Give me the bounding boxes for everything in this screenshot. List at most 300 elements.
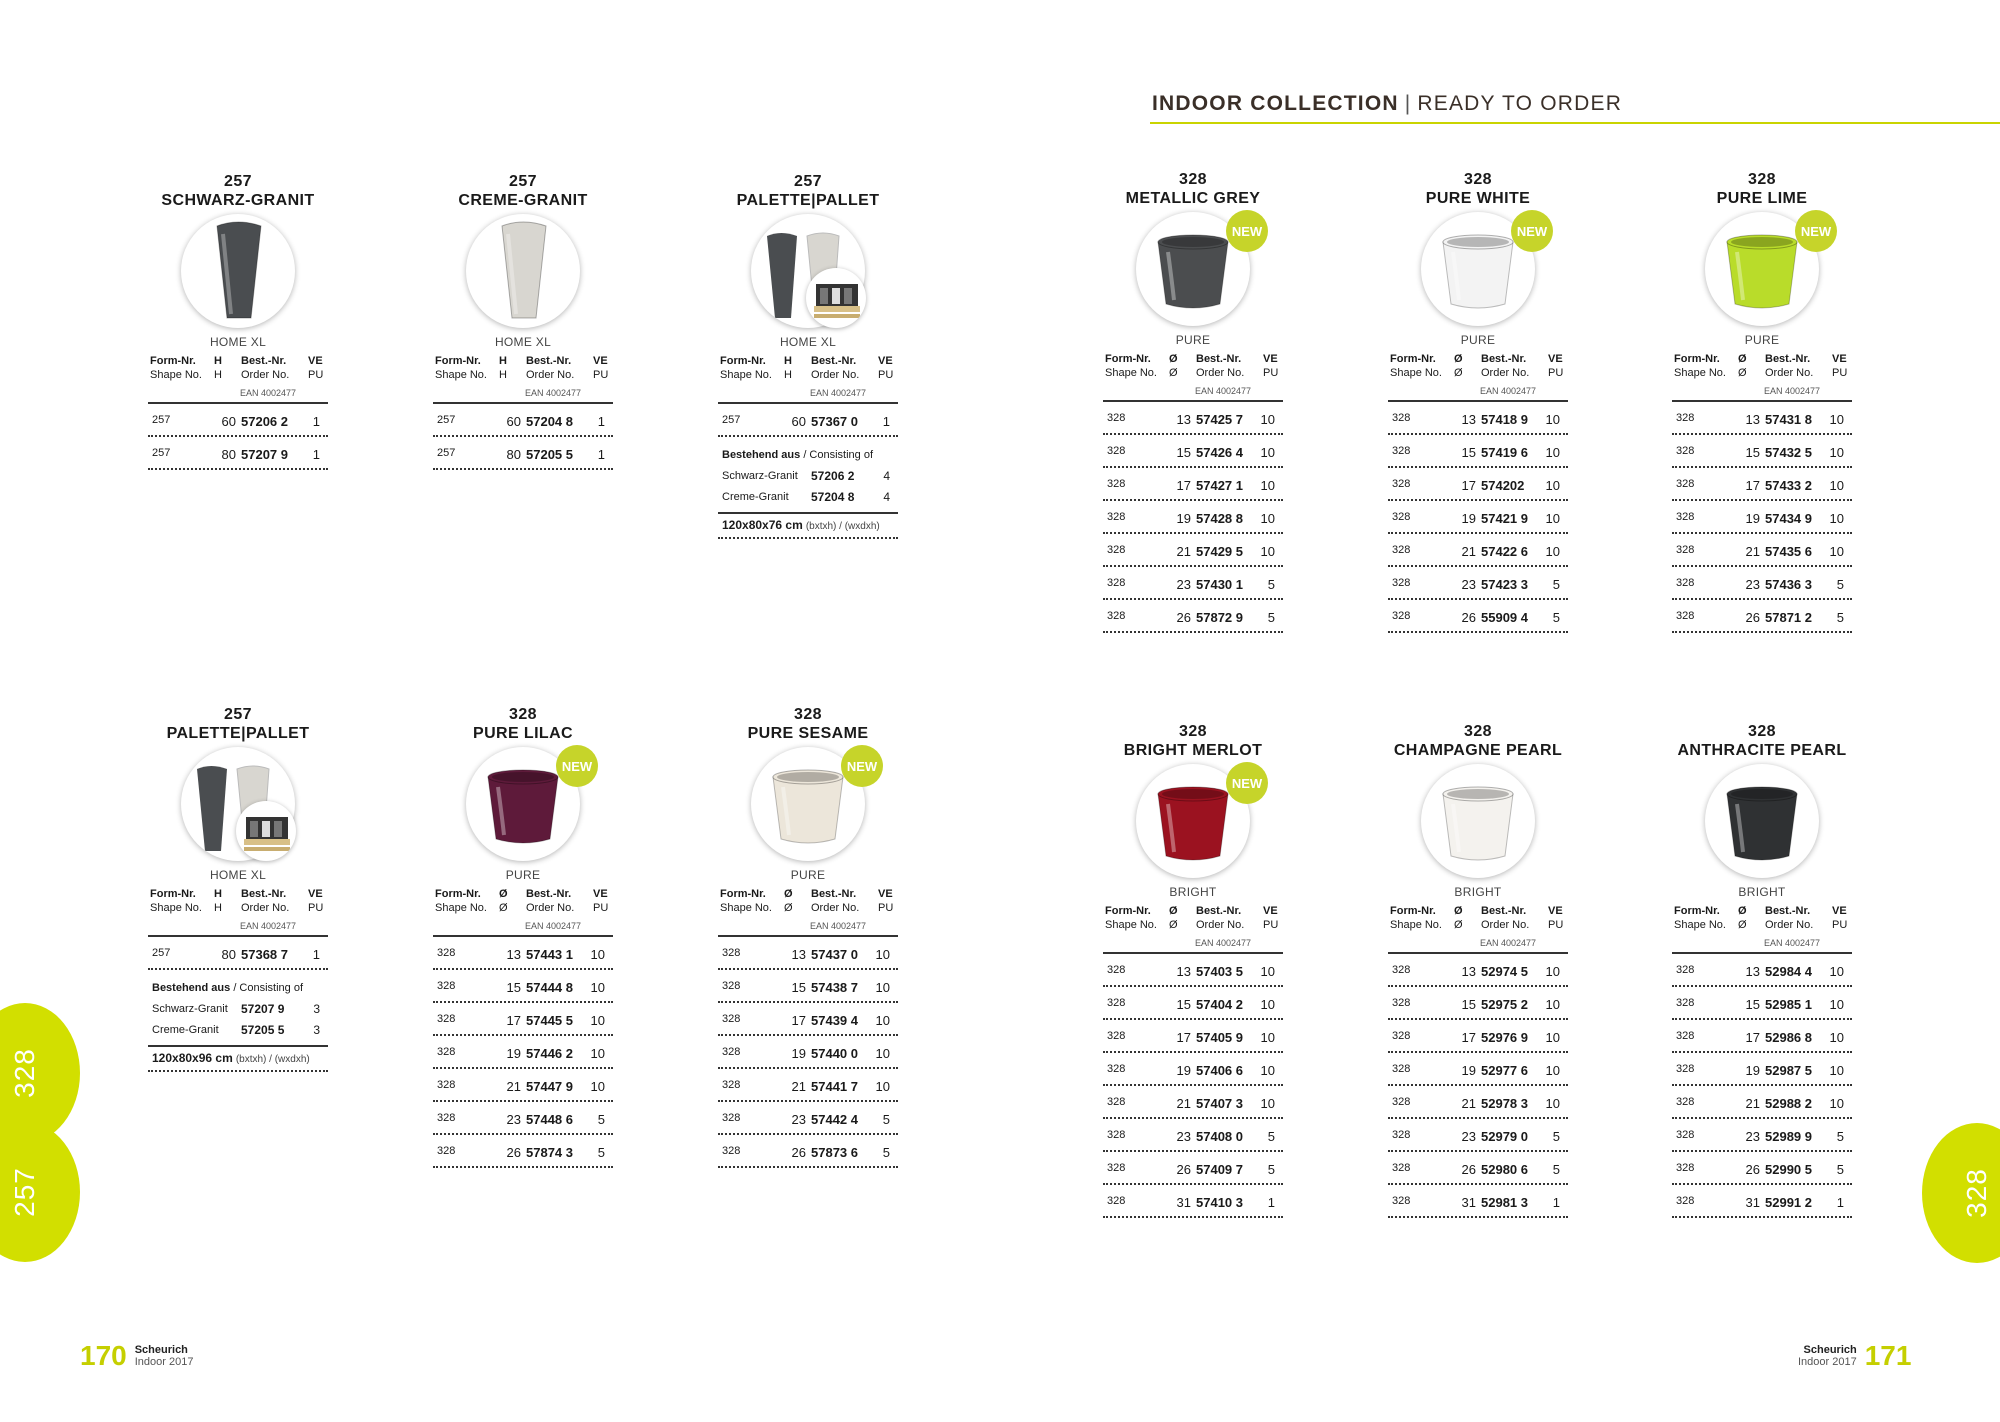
table-row: [433, 404, 613, 437]
cell-size: 19: [1176, 1063, 1191, 1078]
cell-size: 60: [791, 414, 806, 429]
cell-size: 23: [506, 1112, 521, 1127]
cell-pu: 10: [875, 980, 890, 995]
table-header: [1388, 352, 1568, 400]
col-form-en: Shape No.: [435, 902, 487, 914]
product-number: 328: [1179, 723, 1207, 740]
col-ve: VE: [1548, 905, 1563, 917]
cell-pu: 5: [1836, 1129, 1844, 1144]
cell-size: 17: [791, 1013, 806, 1028]
cell-size: 13: [1176, 412, 1191, 427]
cell-size: 21: [1176, 1096, 1191, 1111]
consisting-of: [718, 445, 898, 508]
product-block: [148, 705, 328, 1072]
table-row: [718, 1036, 898, 1069]
table-row: [1672, 600, 1852, 633]
cell-pu: 10: [1260, 412, 1275, 427]
cell-order: 57421 9: [1481, 511, 1528, 526]
cell-size: 13: [1745, 964, 1760, 979]
cell-order: 57368 7: [241, 947, 288, 962]
table-row: [718, 1135, 898, 1168]
col-size: Ø: [784, 888, 793, 900]
cell-form: 328: [1107, 997, 1126, 1009]
footer-right: [1798, 1340, 1911, 1372]
table-row: [1672, 567, 1852, 600]
col-pu: PU: [878, 902, 894, 914]
cell-pu: 5: [882, 1145, 890, 1160]
product-block: [1672, 170, 1852, 633]
cell-order: 57441 7: [811, 1079, 858, 1094]
cell-size: 13: [791, 947, 806, 962]
col-pu: PU: [593, 369, 609, 381]
cell-order: 52975 2: [1481, 997, 1528, 1012]
table-row: [1388, 402, 1568, 435]
product-name: CHAMPAGNE PEARL: [1393, 742, 1563, 759]
table-row: [1672, 501, 1852, 534]
cell-pu: 1: [1836, 1195, 1844, 1210]
series-label: PURE: [790, 868, 826, 882]
cell-pu: 10: [1545, 997, 1560, 1012]
cell-form: 328: [1676, 445, 1695, 457]
cell-order: 57442 4: [811, 1112, 858, 1127]
product-number: 328: [1464, 723, 1492, 740]
col-size: H: [499, 355, 507, 367]
col-pu: PU: [878, 369, 894, 381]
cell-order: 52974 5: [1481, 964, 1528, 979]
table-row: [1103, 987, 1283, 1020]
page-number: 171: [1864, 1340, 1912, 1371]
cell-pu: 10: [875, 947, 890, 962]
product-image: [1672, 208, 1852, 330]
product-photo: [1705, 764, 1819, 878]
series-label: HOME XL: [209, 868, 267, 882]
cell-form: 328: [1392, 1063, 1411, 1075]
cell-order: 57446 2: [526, 1046, 573, 1061]
product-block: [1672, 722, 1852, 1218]
cell-form: 328: [1107, 577, 1126, 589]
table-row: [1388, 987, 1568, 1020]
product-block: [433, 705, 613, 1168]
table-row: [1103, 468, 1283, 501]
cell-order: 57447 9: [526, 1079, 573, 1094]
cell-order: 57444 8: [526, 980, 573, 995]
col-size: Ø: [1454, 905, 1463, 917]
cell-pu: 10: [1545, 1030, 1560, 1045]
col-form: Form-Nr.: [1105, 353, 1151, 365]
cell-pu: 10: [1260, 964, 1275, 979]
cell-order: 57440 0: [811, 1046, 858, 1061]
dim-value: 120x80x96 cm: [152, 1051, 233, 1065]
table-row: [433, 1135, 613, 1168]
cell-form: 328: [1392, 511, 1411, 523]
consist-row: [148, 1020, 328, 1041]
cell-pu: 10: [1829, 544, 1844, 559]
cell-pu: 10: [1829, 1030, 1844, 1045]
col-form: Form-Nr.: [1105, 905, 1151, 917]
product-image: [1388, 208, 1568, 330]
col-pu: PU: [1548, 919, 1564, 931]
cell-order: 57439 4: [811, 1013, 858, 1028]
series-label: BRIGHT: [1169, 885, 1217, 899]
col-order-en: Order No.: [1481, 367, 1530, 379]
col-order: Best.-Nr.: [1481, 353, 1527, 365]
table-row: [1672, 954, 1852, 987]
col-ve: VE: [1263, 353, 1278, 365]
cell-form: 328: [1676, 1030, 1695, 1042]
table-row: [433, 1036, 613, 1069]
col-order: Best.-Nr.: [526, 355, 572, 367]
col-pu: PU: [1548, 367, 1564, 379]
pallet-dimensions: [718, 512, 898, 539]
product-image: [148, 210, 328, 332]
table-row: [1672, 534, 1852, 567]
table-row: [1103, 534, 1283, 567]
cell-size: 23: [1745, 1129, 1760, 1144]
cell-pu: 10: [1260, 478, 1275, 493]
cell-form: 328: [1392, 445, 1411, 457]
col-form-en: Shape No.: [720, 369, 772, 381]
table-row: [148, 404, 328, 437]
ean-prefix: EAN 4002477: [1764, 386, 1821, 396]
cell-form: 257: [437, 414, 456, 426]
consist-row: [718, 466, 898, 487]
table-header: [433, 354, 613, 402]
col-pu: PU: [593, 902, 609, 914]
table-row: [1672, 435, 1852, 468]
cell-pu: 10: [1545, 478, 1560, 493]
table-header: [718, 354, 898, 402]
product-block: [1388, 722, 1568, 1218]
col-order: Best.-Nr.: [1481, 905, 1527, 917]
cell-size: 21: [1461, 544, 1476, 559]
col-order: Best.-Nr.: [526, 888, 572, 900]
dim-unit: (bxtxh) / (wxdxh): [235, 1054, 310, 1065]
pallet-photo: [236, 801, 296, 861]
cell-form: 328: [1107, 478, 1126, 490]
table-row: [718, 937, 898, 970]
header-bold: INDOOR COLLECTION: [1152, 92, 1399, 115]
cell-size: 17: [1745, 1030, 1760, 1045]
cell-size: 15: [506, 980, 521, 995]
ean-prefix: EAN 4002477: [1480, 938, 1537, 948]
table-row: [1103, 1185, 1283, 1218]
product-name: PURE WHITE: [1425, 190, 1531, 207]
cell-order: 57407 3: [1196, 1096, 1243, 1111]
cell-form: 257: [437, 447, 456, 459]
cell-size: 13: [1176, 964, 1191, 979]
table-row: [1388, 1119, 1568, 1152]
consist-label-de: Bestehend aus: [152, 982, 231, 994]
cell-order: 57436 3: [1765, 577, 1812, 592]
new-badge: NEW: [1226, 762, 1268, 804]
cell-form: 328: [1107, 445, 1126, 457]
table-header: [1388, 904, 1568, 952]
cell-pu: 10: [1260, 445, 1275, 460]
table-row: [1672, 987, 1852, 1020]
cell-pu: 5: [1836, 577, 1844, 592]
table-row: [1103, 501, 1283, 534]
col-pu: PU: [308, 902, 324, 914]
cell-pu: 5: [882, 1112, 890, 1127]
cell-form: 328: [1107, 610, 1126, 622]
cell-size: 23: [1461, 577, 1476, 592]
col-order: Best.-Nr.: [811, 888, 857, 900]
cell-order: 57871 2: [1765, 610, 1812, 625]
cell-size: 17: [506, 1013, 521, 1028]
cell-order: 574202: [1481, 478, 1525, 493]
cell-form: 328: [1392, 478, 1411, 490]
col-order: Best.-Nr.: [811, 355, 857, 367]
col-form: Form-Nr.: [1390, 353, 1436, 365]
table-row: [1388, 1053, 1568, 1086]
cell-size: 19: [1176, 511, 1191, 526]
col-size: H: [214, 888, 222, 900]
cell-order: 57448 6: [526, 1112, 573, 1127]
col-form: Form-Nr.: [150, 888, 196, 900]
cell-form: 328: [1676, 610, 1695, 622]
cell-size: 26: [1176, 1162, 1191, 1177]
side-tab-label: 257: [9, 1167, 40, 1217]
cell-size: 13: [1461, 964, 1476, 979]
header-light: READY TO ORDER: [1417, 92, 1623, 115]
cell-size: 80: [221, 947, 236, 962]
product-name: BRIGHT MERLOT: [1123, 742, 1263, 759]
cell-pu: 10: [1545, 412, 1560, 427]
table-row: [1103, 1152, 1283, 1185]
cell-form: 328: [1676, 1162, 1695, 1174]
cell-size: 19: [1461, 511, 1476, 526]
table-row: [1103, 600, 1283, 633]
table-row: [1388, 435, 1568, 468]
new-badge: NEW: [1226, 210, 1268, 252]
cell-order: 57445 5: [526, 1013, 573, 1028]
cell-pu: 10: [1829, 1096, 1844, 1111]
col-order-en: Order No.: [526, 902, 575, 914]
cell-pu: 10: [1829, 1063, 1844, 1078]
ean-prefix: EAN 4002477: [1480, 386, 1537, 396]
cell-size: 23: [1176, 577, 1191, 592]
col-order-en: Order No.: [241, 902, 290, 914]
cell-form: 328: [437, 1112, 456, 1124]
cell-pu: 10: [1260, 997, 1275, 1012]
col-ve: VE: [1832, 353, 1847, 365]
cell-pu: 10: [1545, 544, 1560, 559]
cell-form: 328: [1392, 1129, 1411, 1141]
cell-order: 55909 4: [1481, 610, 1528, 625]
table-row: [1388, 600, 1568, 633]
product-number: 328: [1748, 171, 1776, 188]
product-block: [1103, 170, 1283, 633]
table-row: [1388, 534, 1568, 567]
product-image: [433, 210, 613, 332]
product-image: [1103, 760, 1283, 882]
pot-illustration: [1421, 764, 1535, 878]
consist-order: 57206 2: [811, 469, 855, 483]
col-size-en: H: [214, 369, 222, 381]
cell-size: 13: [1461, 412, 1476, 427]
new-badge: NEW: [556, 745, 598, 787]
cell-size: 80: [221, 447, 236, 462]
cell-form: 328: [1392, 1096, 1411, 1108]
col-size-en: Ø: [1454, 919, 1463, 931]
cell-order: 57205 5: [526, 447, 573, 462]
col-order: Best.-Nr.: [241, 888, 287, 900]
cell-form: 328: [437, 1046, 456, 1058]
cell-order: 57405 9: [1196, 1030, 1243, 1045]
table-row: [1388, 954, 1568, 987]
col-order-en: Order No.: [1765, 919, 1814, 931]
product-number: 257: [509, 173, 537, 190]
product-image: [718, 743, 898, 865]
cell-form: 328: [1676, 412, 1695, 424]
col-ve: VE: [1548, 353, 1563, 365]
cell-pu: 5: [1552, 610, 1560, 625]
col-form-en: Shape No.: [720, 902, 772, 914]
cell-form: 328: [1676, 964, 1695, 976]
cell-size: 15: [1461, 445, 1476, 460]
product-photo: [466, 214, 580, 328]
brand-name: Scheurich: [134, 1344, 188, 1356]
table-row: [1388, 1086, 1568, 1119]
consist-label-en: / Consisting of: [803, 449, 874, 461]
ean-prefix: EAN 4002477: [810, 388, 867, 398]
vase-illustration: [181, 214, 295, 328]
pallet-photo: [806, 268, 866, 328]
table-row: [1103, 1086, 1283, 1119]
vase-illustration: [466, 214, 580, 328]
cell-form: 328: [1107, 1129, 1126, 1141]
cell-size: 26: [1745, 1162, 1760, 1177]
product-number: 257: [794, 173, 822, 190]
cell-order: 57427 1: [1196, 478, 1243, 493]
table-row: [433, 970, 613, 1003]
product-image: [433, 743, 613, 865]
col-order: Best.-Nr.: [1196, 353, 1242, 365]
cell-form: 328: [1676, 1195, 1695, 1207]
cell-size: 26: [1745, 610, 1760, 625]
table-row: [148, 937, 328, 970]
table-header: [1672, 352, 1852, 400]
table-row: [718, 1069, 898, 1102]
cell-form: 328: [1107, 1030, 1126, 1042]
cell-order: 57408 0: [1196, 1129, 1243, 1144]
cell-order: 57432 5: [1765, 445, 1812, 460]
table-row: [718, 1003, 898, 1036]
cell-size: 26: [1461, 1162, 1476, 1177]
col-size: Ø: [1738, 353, 1747, 365]
consist-label-en: / Consisting of: [233, 982, 304, 994]
col-size-en: Ø: [499, 902, 508, 914]
side-tab-label: 328: [1961, 1168, 1992, 1218]
series-label: PURE: [1744, 333, 1780, 347]
cell-size: 19: [1461, 1063, 1476, 1078]
cell-order: 57418 9: [1481, 412, 1528, 427]
dim-value: 120x80x76 cm: [722, 518, 803, 532]
cell-size: 13: [506, 947, 521, 962]
product-number: 328: [1464, 171, 1492, 188]
table-header: [1672, 904, 1852, 952]
col-pu: PU: [1263, 919, 1279, 931]
col-ve: VE: [878, 888, 893, 900]
col-ve: VE: [1263, 905, 1278, 917]
brand-sub: Indoor 2017: [1798, 1356, 1857, 1368]
cell-order: 57435 6: [1765, 544, 1812, 559]
cell-size: 26: [1176, 610, 1191, 625]
cell-size: 31: [1461, 1195, 1476, 1210]
cell-order: 57419 6: [1481, 445, 1528, 460]
table-header: [718, 887, 898, 935]
cell-form: 328: [722, 947, 741, 959]
cell-order: 57367 0: [811, 414, 858, 429]
cell-form: 328: [1676, 997, 1695, 1009]
header-separator: |: [1404, 92, 1412, 115]
pallet-illustration: [806, 268, 866, 328]
product-photo: [1421, 764, 1535, 878]
cell-form: 328: [437, 980, 456, 992]
cell-form: 328: [722, 1013, 741, 1025]
cell-form: 328: [1107, 1162, 1126, 1174]
col-form: Form-Nr.: [720, 355, 766, 367]
footer-left: [80, 1340, 193, 1372]
consist-order: 57205 5: [241, 1023, 285, 1037]
table-header: [1103, 352, 1283, 400]
col-form-en: Shape No.: [1105, 367, 1157, 379]
page-number: 170: [80, 1340, 127, 1371]
table-row: [1672, 1185, 1852, 1218]
ean-prefix: EAN 4002477: [810, 921, 867, 931]
new-badge: NEW: [841, 745, 883, 787]
ean-prefix: EAN 4002477: [525, 921, 582, 931]
product-number: 257: [224, 173, 252, 190]
cell-size: 17: [1461, 1030, 1476, 1045]
cell-form: 328: [1392, 1195, 1411, 1207]
consist-row: [718, 487, 898, 508]
cell-order: 57403 5: [1196, 964, 1243, 979]
cell-order: 57425 7: [1196, 412, 1243, 427]
product-name: CREME-GRANIT: [458, 192, 588, 209]
product-number: 328: [794, 706, 822, 723]
cell-pu: 10: [1829, 445, 1844, 460]
cell-pu: 10: [590, 1046, 605, 1061]
cell-pu: 10: [590, 1013, 605, 1028]
cell-pu: 10: [875, 1046, 890, 1061]
cell-form: 328: [1107, 1096, 1126, 1108]
cell-size: 17: [1745, 478, 1760, 493]
consist-qty: 3: [313, 1023, 320, 1037]
table-row: [718, 1102, 898, 1135]
col-ve: VE: [593, 355, 608, 367]
cell-size: 13: [1745, 412, 1760, 427]
col-size-en: Ø: [784, 902, 793, 914]
cell-form: 328: [1676, 577, 1695, 589]
cell-size: 80: [506, 447, 521, 462]
cell-size: 23: [1745, 577, 1760, 592]
cell-form: 328: [1392, 577, 1411, 589]
table-row: [1672, 1152, 1852, 1185]
cell-order: 52989 9: [1765, 1129, 1812, 1144]
cell-pu: 5: [1836, 1162, 1844, 1177]
cell-form: 328: [1676, 1096, 1695, 1108]
cell-order: 57430 1: [1196, 577, 1243, 592]
col-size-en: Ø: [1169, 919, 1178, 931]
col-size-en: Ø: [1738, 367, 1747, 379]
side-tab-257-left: [0, 1122, 80, 1262]
consist-order: 57207 9: [241, 1002, 285, 1016]
table-row: [1388, 1020, 1568, 1053]
table-row: [718, 404, 898, 437]
cell-order: 52990 5: [1765, 1162, 1812, 1177]
cell-size: 19: [791, 1046, 806, 1061]
